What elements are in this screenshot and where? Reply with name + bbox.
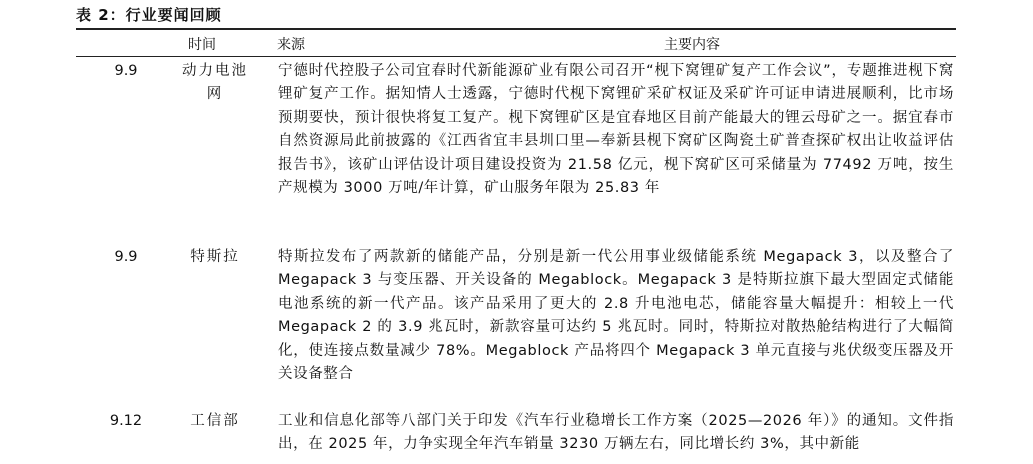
row-content: 特斯拉发布了两款新的储能产品，分别是新一代公用事业级储能系统 Megapack 3，以及整合了 Megapack 3 与变压器、开关设备的 Megablock。Megapack 3 是特斯拉旗下最大型固定式储能电池系统的新一代产品。该产品采用了更大的 2.8 升电池电芯，储能容量大幅提升：相较上一代 Megapack 2 的 3.9 兆瓦时，新款容量可达约 5 兆瓦时。同时，特斯拉对散热舱结构进行了大幅简化，使连接点数量减少 78%。Megablock 产品将四个 Megapack 3 单元直接与兆伏级变压器及开关设备整合 xyxy=(278,249,954,383)
row-source: 工信部 xyxy=(190,413,240,429)
row-content: 宁德时代控股子公司宜春时代新能源矿业有限公司召开“枧下窝锂矿复产工作会议”，专题推进枧下窝锂矿复产工作。据知情人士透露，宁德时代枧下窝锂矿采矿权证及采矿许可证申请进展顺利，比市场预期要快，预计很快将复工复产。枧下窝锂矿区是宜春地区目前产能最大的锂云母矿之一。据宜春市自然资源局此前披露的《江西省宜丰县圳口里—奉新县枧下窝矿区陶瓷土矿普查探矿权出让收益评估报告书》，该矿山评估设计项目建设投资为 21.58 亿元，枧下窝矿区可采储量为 77492 万吨，按生产规模为 3000 万吨/年计算，矿山服务年限为 25.83 年 xyxy=(278,63,954,197)
table-header xyxy=(76,30,956,56)
row-time: 9.12 xyxy=(109,413,143,429)
header-rule xyxy=(76,56,956,57)
row-time: 9.9 xyxy=(114,249,138,265)
header-time: 时间 xyxy=(188,37,216,53)
row-source: 动力电池网 xyxy=(182,63,248,103)
row-content: 工业和信息化部等八部门关于印发《汽车行业稳增长工作方案（2025—2026 年）》的通知。文件指出，在 2025 年，力争实现全年汽车销量 3230 万辆左右，同比增长约 3%，其中新能 xyxy=(278,413,954,453)
header-content: 主要内容 xyxy=(664,37,720,53)
row-source: 特斯拉 xyxy=(190,249,240,265)
table-title: 表 2：行业要闻回顾 xyxy=(76,6,222,24)
header-source: 来源 xyxy=(277,37,305,53)
row-time: 9.9 xyxy=(114,63,138,79)
